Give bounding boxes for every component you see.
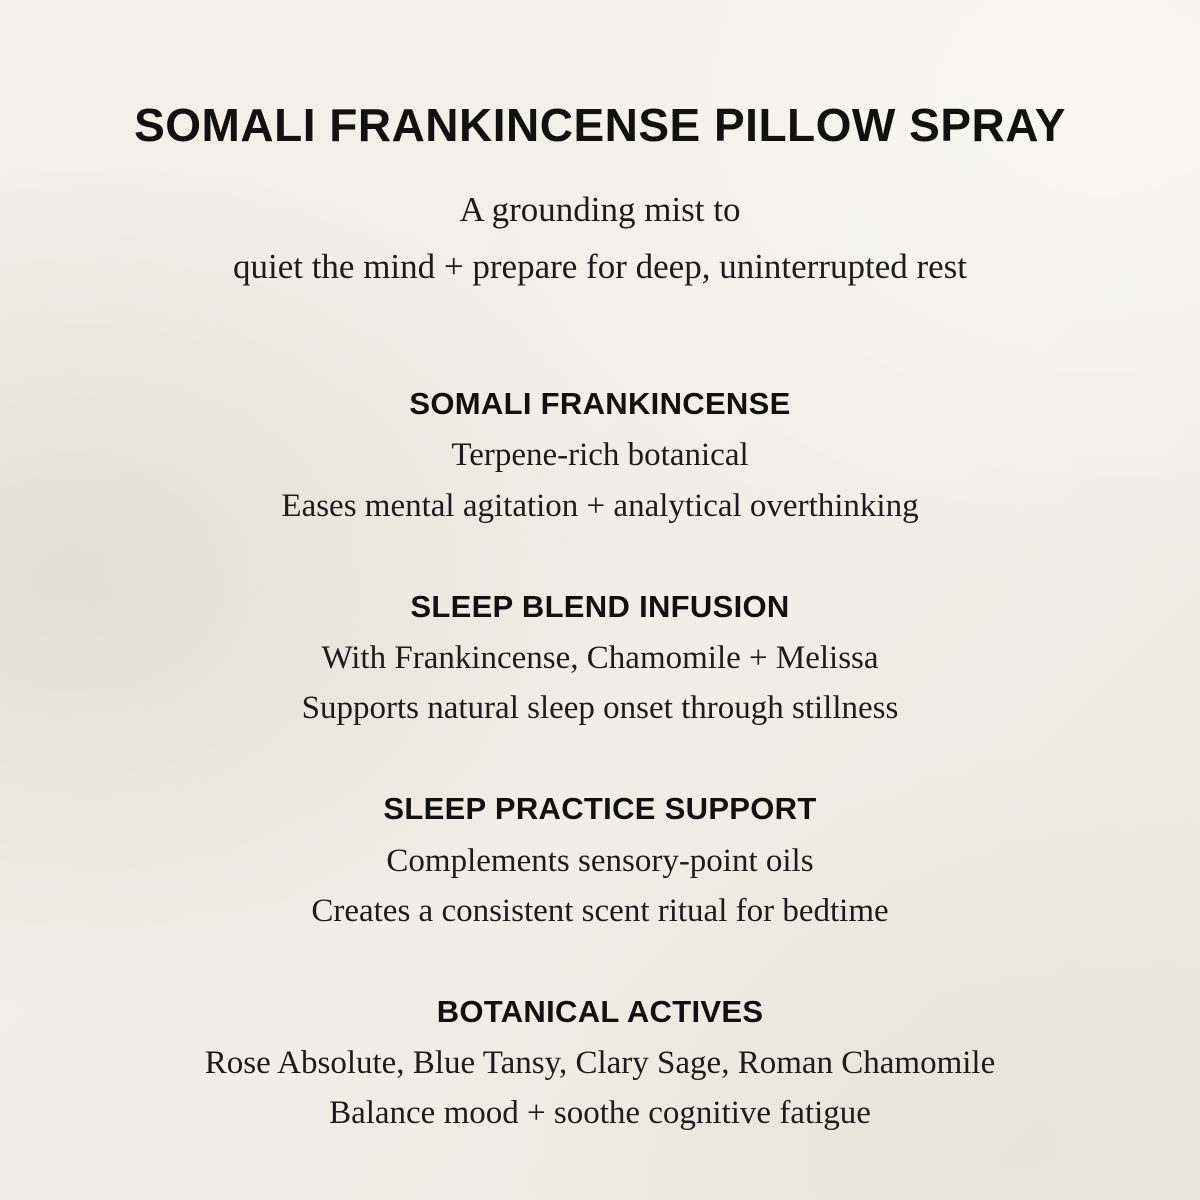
section-heading: BOTANICAL ACTIVES [436,993,764,1029]
product-title: SOMALI FRANKINCENSE PILLOW SPRAY [134,99,1066,151]
section-line: Terpene-rich botanical [451,437,749,474]
section-line: Balance mood + soothe cognitive fatigue [329,1095,871,1132]
section-sleep-blend-infusion [0,587,1200,734]
section-heading: SLEEP PRACTICE SUPPORT [383,791,817,827]
section-botanical-actives [0,992,1200,1139]
feature-sections [0,384,1200,1138]
section-line: Complements sensory-point oils [386,842,814,879]
section-line: Creates a consistent scent ritual for bedtime [311,892,889,929]
section-line: With Frankincense, Chamomile + Melissa [321,640,879,676]
section-line: Supports natural sleep onset through stillness [301,690,899,727]
tagline-line-1: A grounding mist to [459,189,741,229]
product-tagline [0,181,1200,297]
tagline-line-2: quiet the mind + prepare for deep, uninterrupted rest [232,247,968,287]
section-heading: SOMALI FRANKINCENSE [409,386,791,422]
section-line: Eases mental agitation + analytical overthinking [281,487,919,524]
section-somali-frankincense [0,384,1200,531]
section-line: Rose Absolute, Blue Tansy, Clary Sage, Roman Chamomile [204,1045,996,1082]
section-sleep-practice-support [0,789,1200,936]
section-heading: SLEEP BLEND INFUSION [410,588,790,624]
